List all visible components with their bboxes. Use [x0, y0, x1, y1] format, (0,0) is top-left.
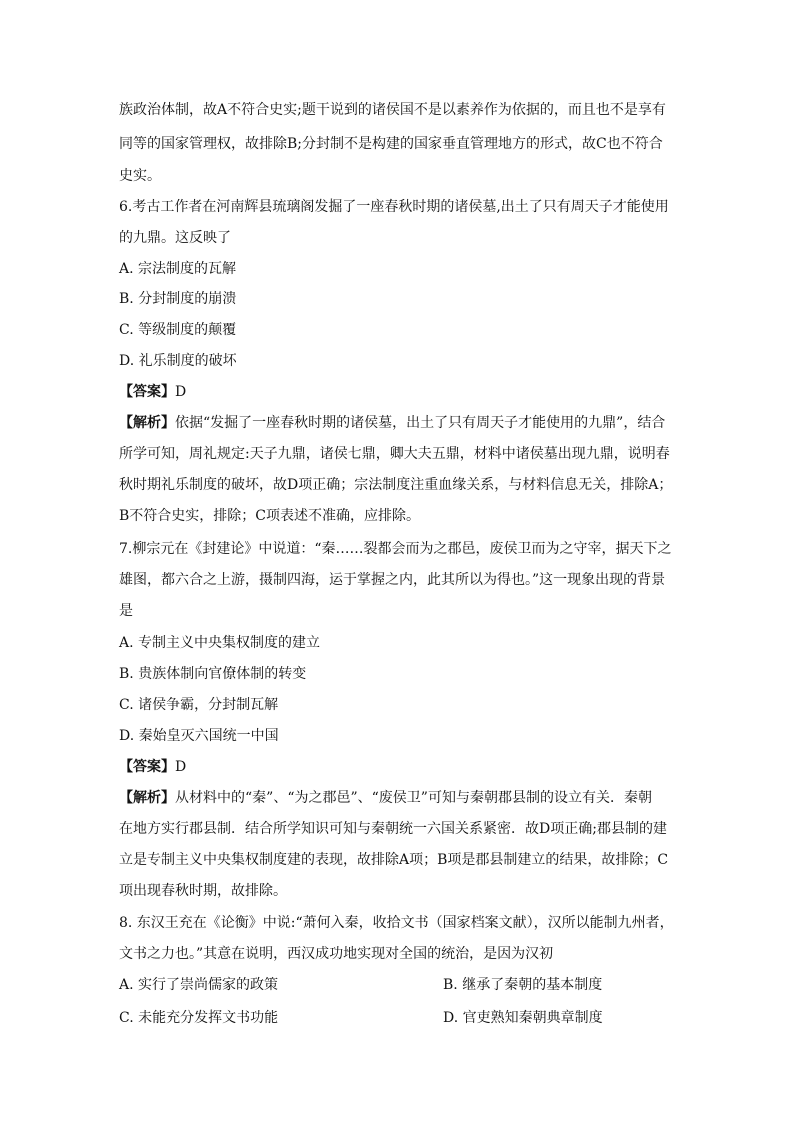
question-8-option-d: D. 官吏熟知秦朝典章制度	[443, 1010, 603, 1026]
analysis-text: 从材料中的“秦”、“为之郡邑”、“废侯卫”可知与秦朝郡县制的设立有关．秦朝	[175, 790, 652, 806]
question-6-option-d: D. 礼乐制度的破坏	[119, 353, 237, 369]
question-8-option-c: C. 未能充分发挥文书功能	[119, 1010, 279, 1026]
analysis-continuation-line: 史实。	[119, 168, 161, 184]
question-7-stem-line: 雄图，都六合之上游，摄制四海，运于掌握之内，此其所以为得也。”这一现象出现的背景	[119, 572, 666, 588]
question-7-analysis-line: 项出现春秋时期，故排除。	[119, 883, 287, 899]
question-6-option-a: A. 宗法制度的瓦解	[119, 261, 237, 277]
question-7-option-b: B. 贵族体制向官僚体制的转变	[119, 666, 307, 682]
question-8-option-b: B. 继承了秦朝的基本制度	[443, 977, 603, 993]
analysis-tag: 【解析】	[119, 790, 175, 806]
question-7-stem-line: 是	[119, 603, 133, 619]
question-7-analysis-line: 立是专制主义中央集权制度建的表现，故排除A项；B项是郡县制建立的结果，故排除；C	[119, 852, 669, 868]
analysis-continuation-line: 同等的国家管理权，故排除B;分封制不是构建的国家垂直管理地方的形式，故C也不符合	[119, 136, 663, 152]
question-7-option-a: A. 专制主义中央集权制度的建立	[119, 635, 321, 651]
question-7-option-c: C. 诸侯争霸，分封制瓦解	[119, 697, 279, 713]
answer-value: D	[175, 384, 187, 400]
analysis-tag: 【解析】	[119, 415, 175, 431]
analysis-continuation-line: 族政治体制，故A不符合史实;题干说到的诸侯国不是以素养作为依据的，而且也不是享有	[119, 102, 666, 118]
question-6-stem-line: 6.考古工作者在河南辉县琉璃阁发掘了一座春秋时期的诸侯墓,出土了只有周天子才能使用	[119, 199, 669, 215]
question-7-stem-line: 7.柳宗元在《封建论》中说道：“秦……裂都会而为之郡邑，废侯卫而为之守宰，据天下之	[119, 541, 672, 557]
question-6-analysis-line	[119, 413, 665, 433]
question-7-analysis-line: 在地方实行郡县制．结合所学知识可知与秦朝统一六国关系紧密．故D项正确;郡县制的建	[119, 821, 667, 837]
question-6-stem-line: 的九鼎。这反映了	[119, 230, 231, 246]
question-6-analysis-line: 秋时期礼乐制度的破坏，故D项正确；宗法制度注重血缘关系，与材料信息无关，排除A；	[119, 477, 673, 493]
answer-tag: 【答案】	[119, 384, 175, 400]
question-7-analysis-line	[119, 788, 652, 808]
question-6-option-c: C. 等级制度的颠覆	[119, 322, 237, 338]
question-6-analysis-line: 所学可知，周礼规定:天子九鼎，诸侯七鼎，卿大夫五鼎，材料中诸侯墓出现九鼎，说明春	[119, 446, 670, 462]
question-8-option-a: A. 实行了崇尚儒家的政策	[119, 977, 279, 993]
answer-value: D	[175, 759, 187, 775]
analysis-text: 依据“发掘了一座春秋时期的诸侯墓，出土了只有周天子才能使用的九鼎”，结合	[175, 415, 666, 431]
question-7-answer	[119, 757, 186, 777]
question-7-option-d: D. 秦始皇灭六国统一中国	[119, 728, 279, 744]
answer-tag: 【答案】	[119, 759, 175, 775]
question-8-stem-line: 8. 东汉王充在《论衡》中说:“萧何入秦，收拾文书（国家档案文献），汉所以能制九州者，	[119, 915, 674, 931]
question-6-option-b: B. 分封制度的崩溃	[119, 291, 237, 307]
question-8-stem-line: 文书之力也。”其意在说明，西汉成功地实现对全国的统治，是因为汉初	[119, 946, 554, 962]
question-6-analysis-line: B不符合史实，排除；C项表述不准确，应排除。	[119, 508, 420, 524]
question-6-answer	[119, 382, 186, 402]
